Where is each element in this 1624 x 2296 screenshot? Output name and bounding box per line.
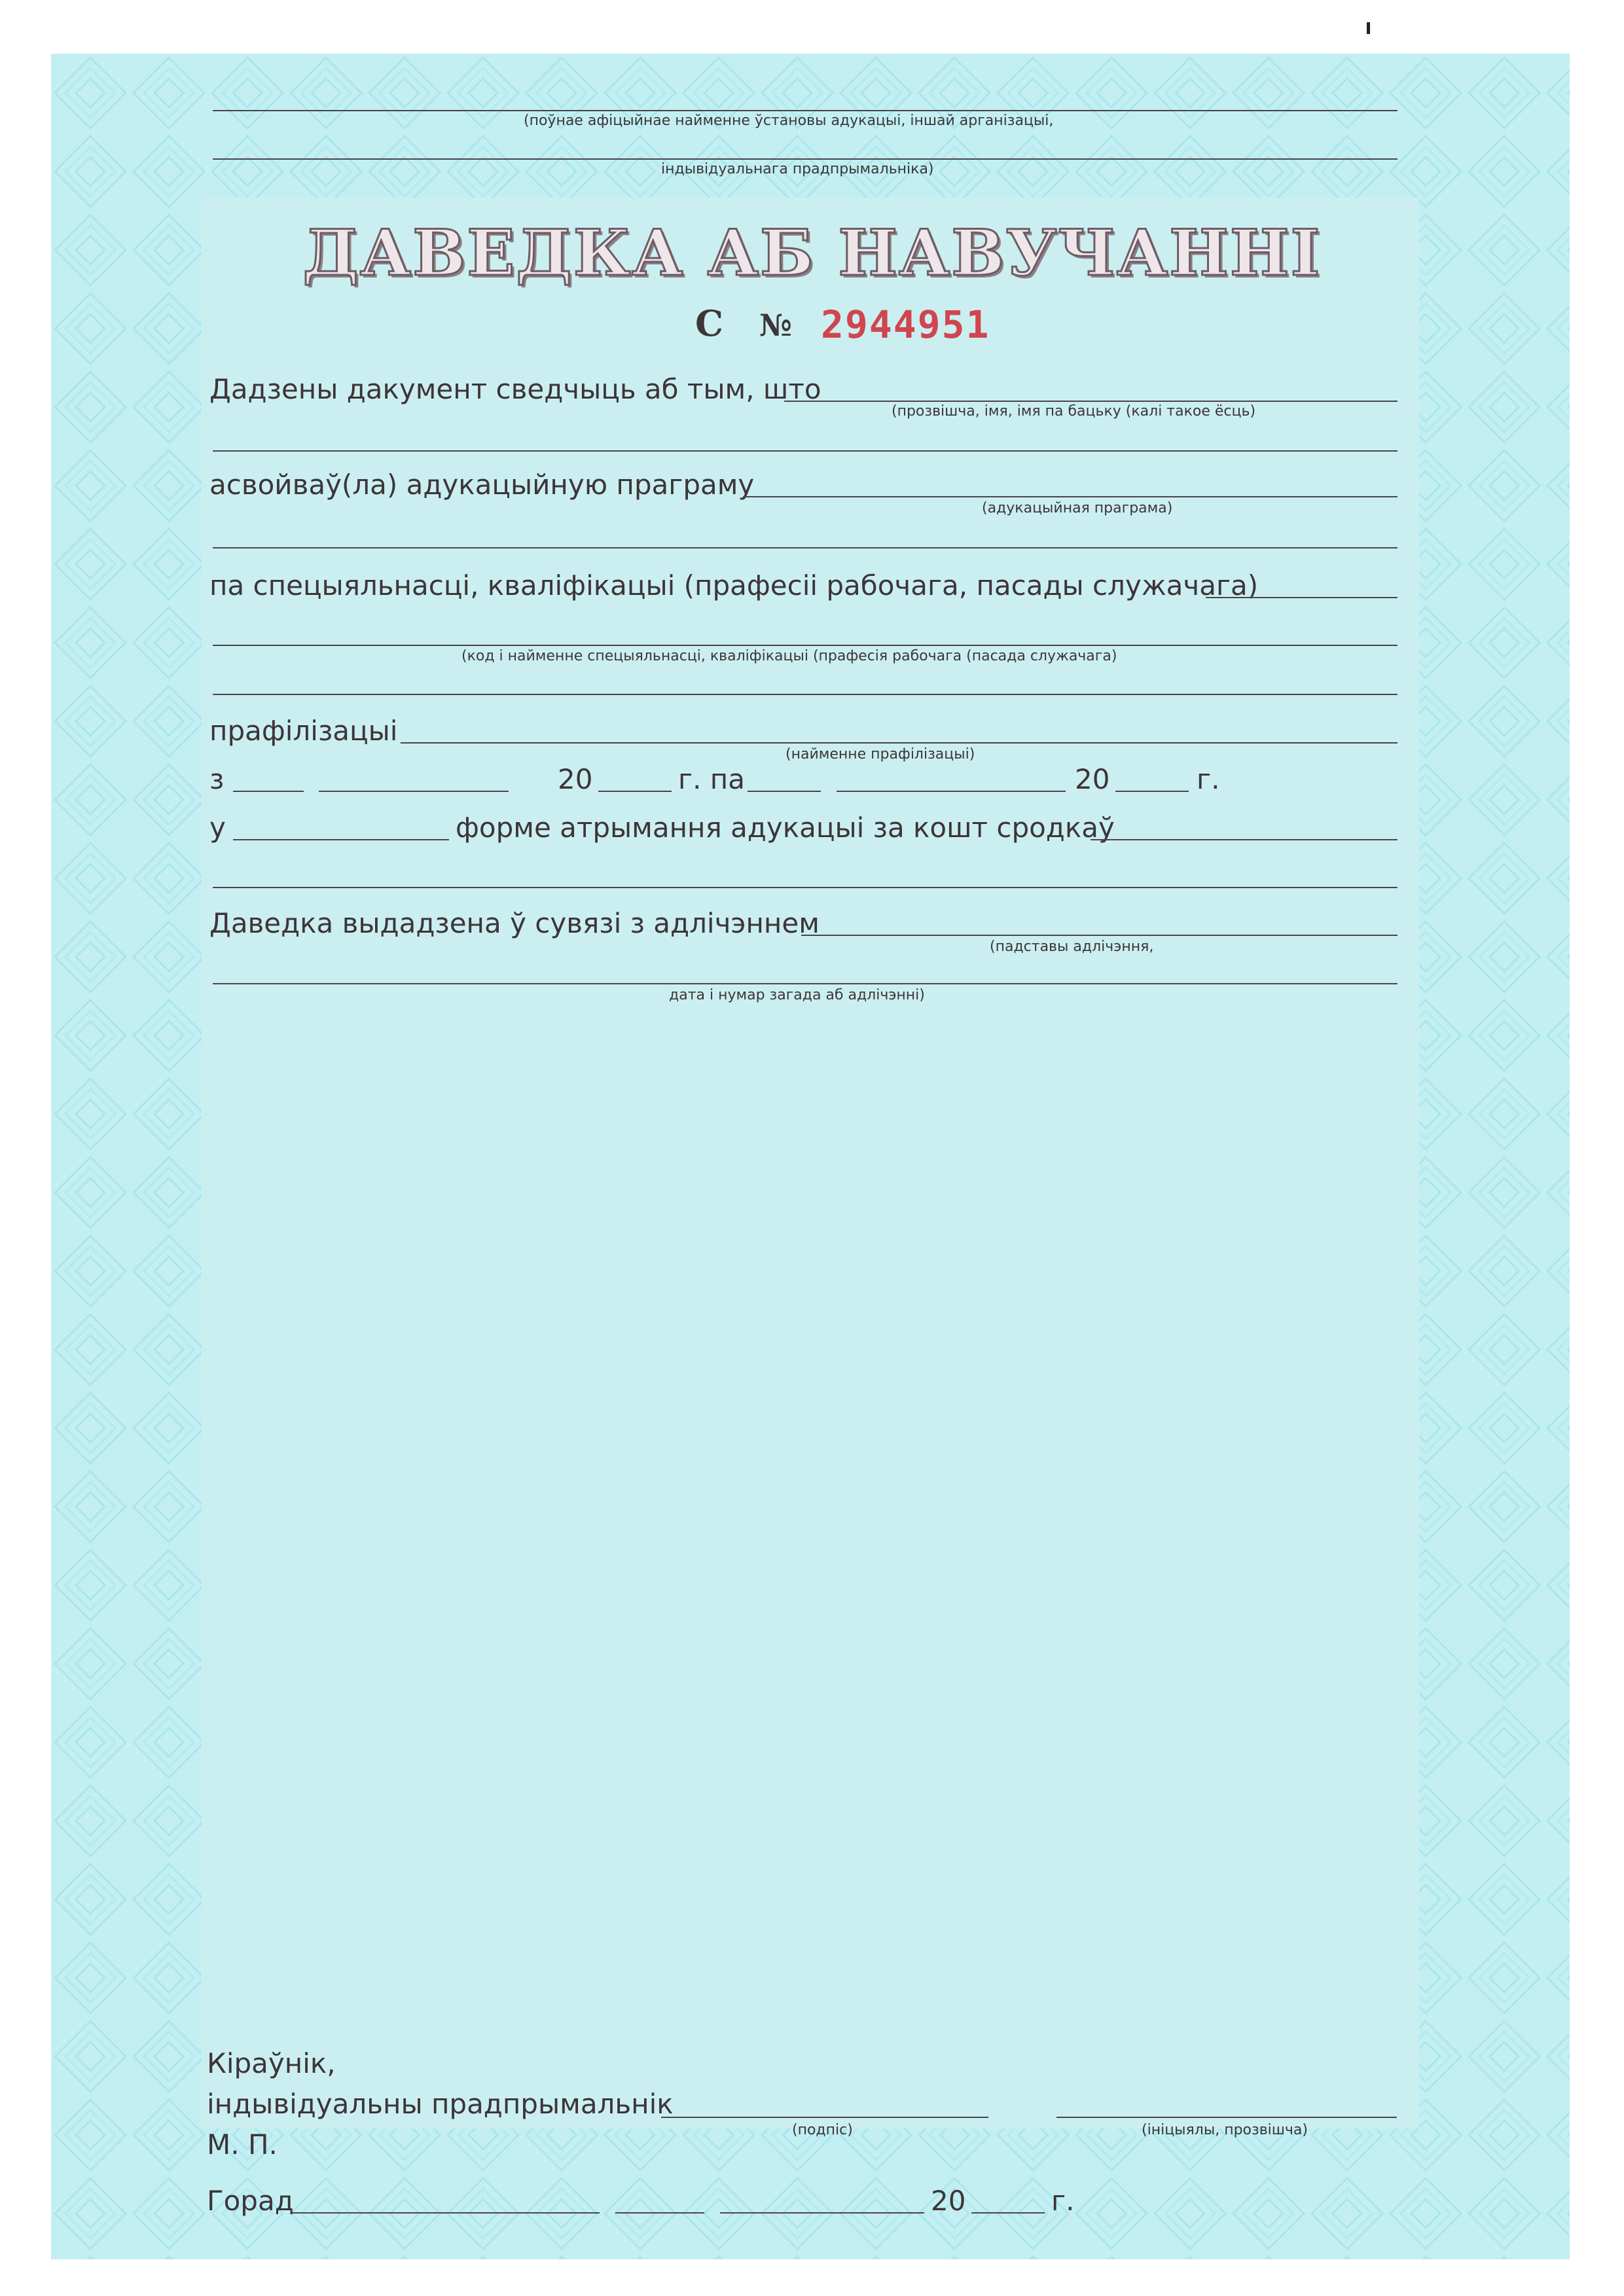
- specialty-line-2: [213, 645, 1398, 646]
- specialty-line-3: [213, 694, 1398, 695]
- profile-label: прафілізацыі: [209, 715, 398, 747]
- entrepreneur-label: індывідуальны прадпрымальнік: [207, 2088, 674, 2120]
- series-letter: С: [695, 302, 723, 344]
- from-month-line: [319, 791, 509, 792]
- profile-caption: (найменне прафілізацыі): [785, 746, 975, 762]
- to-year-suffix: г.: [1197, 763, 1220, 795]
- from-year-line: [598, 791, 672, 792]
- date-year-line: [971, 2212, 1045, 2214]
- head-label: Кіраўнік,: [207, 2047, 336, 2079]
- org-caption-2: індывідуальнага прадпрымальніка): [661, 161, 934, 177]
- form-line: [233, 839, 449, 840]
- org-caption-1: (поўнае афіцыйнае найменне ўстановы адукацыі, іншай арганізацыі,: [524, 113, 1054, 129]
- org-name-line: [213, 110, 1398, 111]
- issued-to-label: Дадзены дакумент сведчыць аб тым, што: [209, 373, 821, 405]
- number-sign: №: [759, 308, 792, 343]
- funding-line: [1091, 839, 1398, 840]
- issued-to-caption: (прозвішча, імя, імя па бацьку (калі такое ёсць): [892, 403, 1256, 420]
- initials-caption: (ініцыялы, прозвішча): [1142, 2122, 1308, 2138]
- to-month-line: [837, 791, 1066, 792]
- to-year-prefix: 20: [1075, 763, 1110, 795]
- date-day-line: [615, 2212, 704, 2214]
- form-label: форме атрымання адукацыі за кошт сродкаў: [456, 812, 1115, 844]
- date-year-suffix: г.: [1051, 2185, 1075, 2217]
- org-name-line-2: [213, 158, 1398, 160]
- specialty-line: [1206, 597, 1398, 598]
- expelled-caption-2: дата і нумар загада аб адлічэнні): [669, 987, 925, 1003]
- form-prefix: у: [209, 812, 226, 844]
- expelled-caption-1: (падставы адлічэння,: [990, 939, 1154, 955]
- date-month-line: [720, 2212, 924, 2214]
- signature-line: [661, 2117, 988, 2118]
- program-label: асвойваў(ла) адукацыйную праграму: [209, 469, 755, 501]
- from-year-prefix: 20: [558, 763, 593, 795]
- stamp-place-label: М. П.: [207, 2128, 278, 2161]
- issued-to-line: [784, 401, 1398, 402]
- initials-line: [1056, 2117, 1397, 2118]
- document-number: 2944951: [821, 302, 990, 347]
- signature-caption: (подпіс): [792, 2122, 853, 2138]
- scan-mark: [1367, 22, 1370, 34]
- expelled-label: Даведка выдадзена ў сувязі з адлічэннем: [209, 907, 820, 939]
- date-year-prefix: 20: [931, 2185, 966, 2217]
- issued-to-line-2: [213, 450, 1398, 452]
- expelled-line: [801, 935, 1398, 936]
- to-year-line: [1115, 791, 1189, 792]
- funding-line-2: [213, 887, 1398, 888]
- specialty-caption: (код і найменне спецыяльнасці, кваліфікацыі (прафесія рабочага (пасада служачага): [461, 648, 1117, 664]
- city-line: [292, 2212, 600, 2214]
- from-label: з: [209, 763, 225, 795]
- to-day-line: [748, 791, 821, 792]
- city-label: Горад: [207, 2185, 294, 2217]
- profile-line: [401, 742, 1398, 744]
- to-label: г. па: [678, 763, 745, 795]
- specialty-label: па спецыяльнасці, кваліфікацыі (прафесіі рабочага, пасады служачага): [209, 569, 1259, 601]
- expelled-line-2: [213, 983, 1398, 984]
- program-line-2: [213, 547, 1398, 548]
- program-caption: (адукацыйная праграма): [982, 500, 1173, 516]
- program-line: [743, 496, 1398, 497]
- from-day-line: [233, 791, 304, 792]
- document-title: ДАВЕДКА АБ НАВУЧАННІ: [302, 216, 1322, 290]
